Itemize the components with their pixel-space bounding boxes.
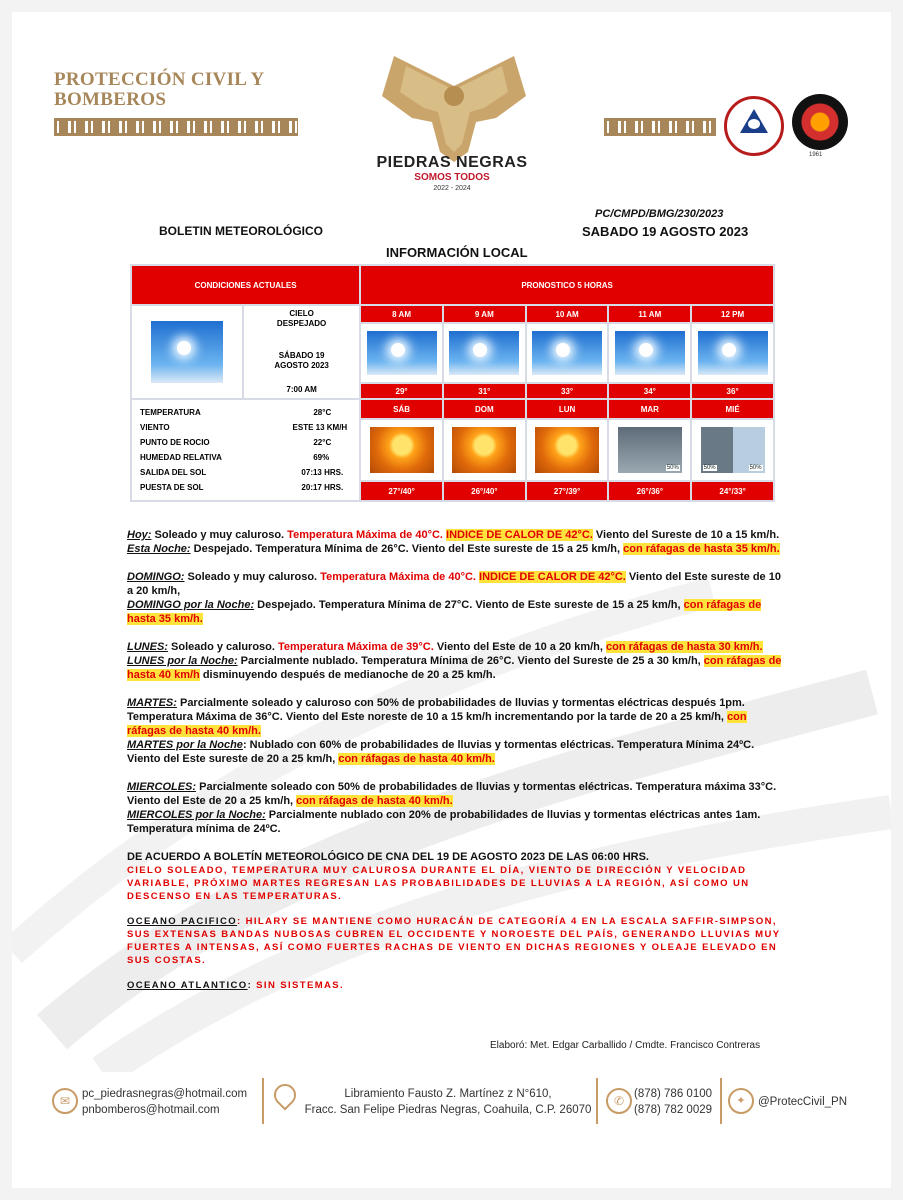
section-title: INFORMACIÓN LOCAL <box>386 245 528 260</box>
phone-icon: ✆ <box>606 1088 632 1114</box>
forecast-hour: 11 AM <box>608 305 691 323</box>
forecast-hour: 9 AM <box>443 305 526 323</box>
detail-value: ESTE 13 KM/H <box>292 423 348 432</box>
civil-protection-seal <box>724 96 784 156</box>
current-details <box>131 399 360 501</box>
forecast-range: 26°/36° <box>608 481 691 501</box>
phone-link[interactable]: (878) 786 0100 <box>634 1088 713 1100</box>
twitter-handle[interactable]: @ProtecCivil_PN <box>758 1096 848 1108</box>
forecast-header: PRONOSTICO 5 HORAS <box>360 265 774 305</box>
greek-border-right <box>604 118 716 136</box>
hot-sun-icon <box>535 427 599 473</box>
detail-value: 22°C <box>313 438 332 447</box>
hour-icon-cell <box>526 323 609 383</box>
storm-icon <box>618 427 682 473</box>
bulletin-date: SABADO 19 AGOSTO 2023 <box>582 224 749 239</box>
forecast-range: 27°/39° <box>526 481 609 501</box>
email-link[interactable]: pc_piedrasnegras@hotmail.com <box>82 1088 248 1100</box>
forecast-day: DOM <box>443 399 526 419</box>
forecast-day: MAR <box>608 399 691 419</box>
greek-border-left <box>54 118 298 136</box>
footer-divider <box>262 1078 264 1124</box>
day-icon-cell <box>526 419 609 481</box>
detail-label: PUESTA DE SOL <box>140 483 204 492</box>
detail-value: 07:13 HRS. <box>301 468 344 477</box>
forecast-hour: 12 PM <box>691 305 774 323</box>
current-conditions-header: CONDICIONES ACTUALES <box>131 265 360 305</box>
footer-emails <box>82 1086 247 1118</box>
forecast-paragraph: LUNES: Soleado y caluroso. Temperatura Máxima de 39°C. Viento del Este de 10 a 20 km/h, con ráfagas de hasta 30 km/h. LUNES por la Noche: Parcialmente nublado. Temperatura Mínima de 26°C. Viento del Sureste de 25 a 30 km/h, con ráfagas de hasta 40 km/h disminuyendo después de medianoche de 20 a 25 km/h. <box>127 641 782 681</box>
atlantic-summary: OCEANO ATLANTICO: SIN SISTEMAS. <box>127 980 345 991</box>
forecast-range: 24°/33° <box>691 481 774 501</box>
hour-icon-cell <box>443 323 526 383</box>
day-icon-cell <box>360 419 443 481</box>
detail-label: PUNTO DE ROCIO <box>140 438 210 447</box>
email-link[interactable]: pnbomberos@hotmail.com <box>82 1104 220 1116</box>
hour-icon-cell <box>608 323 691 383</box>
forecast-range: 26°/40° <box>443 481 526 501</box>
forecast-hour: 8 AM <box>360 305 443 323</box>
detail-value: 28°C <box>313 408 332 417</box>
forecast-day: LUN <box>526 399 609 419</box>
sunny-sky-icon <box>367 331 437 375</box>
city-name: PIEDRAS NEGRAS <box>376 154 528 171</box>
bulletin-code: PC/CMPD/BMG/230/2023 <box>595 208 724 220</box>
footer-address: Libramiento Fausto Z. Martínez z N°610, Fracc. San Felipe Piedras Negras, Coahuila, C.P. 26070 <box>304 1088 592 1116</box>
sky-condition: CIELO DESPEJADO <box>276 309 327 328</box>
forecast-paragraph: DOMINGO: Soleado y muy caluroso. Temperatura Máxima de 40°C. INDICE DE CALOR DE 42°C. Viento del Este sureste de 10 a 20 km/h, DOMINGO por la Noche: Despejado. Temperatura Mínima de 27°C. Viento de Este sureste de 15 a 25 km/h, con ráfagas de hasta 35 km/h. <box>127 571 781 625</box>
forecast-hour-temp: 36° <box>691 383 774 399</box>
current-sky-cell <box>131 305 243 399</box>
phone-link[interactable]: (878) 782 0029 <box>634 1104 713 1116</box>
twitter-icon: ✦ <box>728 1088 754 1114</box>
firefighters-seal <box>792 94 848 158</box>
sunny-sky-icon <box>615 331 685 375</box>
forecast-day: MIÉ <box>691 399 774 419</box>
forecast-paragraph: MIERCOLES: Parcialmente soleado con 50% de probabilidades de lluvias y tormentas eléctricas. Temperatura máxima 33°C. Viento del Este de 20 a 25 km/h, con ráfagas de hasta 40 km/h. MIERCOLES por la Noche: Parcialmente nublado con 20% de probabilidades de lluvias y tormentas eléctricas antes 1am. Temperatura mínima de 24ºC. <box>127 781 777 835</box>
brand-name: PROTECCIÓN CIVIL Y BOMBEROS <box>54 69 265 110</box>
bulletin-page <box>12 12 891 1188</box>
cna-text: CIELO SOLEADO, TEMPERATURA MUY CALUROSA DURANTE EL DÍA, VIENTO DE DIRECCIÓN Y VELOCIDAD VARIABLE, PRÓXIMO MARTES REGRESAN LAS PROBABILIDADES DE LLUVIAS A LA REGIÓN, ASÍ COMO UN DESCENSO EN LAS TEMPERATURAS. <box>127 865 750 902</box>
detail-value: 20:17 HRS. <box>301 483 344 492</box>
current-summary <box>243 305 360 399</box>
sunny-sky-icon <box>698 331 768 375</box>
hot-sun-icon <box>452 427 516 473</box>
city-slogan: SOMOS TODOS <box>414 172 490 183</box>
eagle-logo <box>374 56 534 164</box>
detail-value: 69% <box>313 453 330 462</box>
forecast-range: 27°/40° <box>360 481 443 501</box>
partly-cloudy-storm-icon <box>701 427 765 473</box>
detail-label: TEMPERATURA <box>140 408 201 417</box>
forecast-paragraph: MARTES: Parcialmente soleado y caluroso con 50% de probabilidades de lluvias y tormentas eléctricas después 1pm. Temperatura Máxima de 36°C. Viento del Este noreste de 10 a 15 km/h incrementando por la tarde de 20 a 25 km/h, con ráfagas de hasta 40 km/h. MARTES por la Noche: Nublado con 60% de probabilidades de lluvias y tormentas eléctricas. Temperatura Mínima 24ºC. Viento del Este sureste de 20 a 25 km/h, con ráfagas de hasta 40 km/h. <box>127 697 755 765</box>
day-icon-cell <box>691 419 774 481</box>
rain-probability: 50% <box>703 465 716 471</box>
forecast-paragraph: Hoy: Soleado y muy caluroso. Temperatura Máxima de 40°C. INDICE DE CALOR DE 42°C. Viento del Sureste de 10 a 15 km/h. Esta Noche: Despejado. Temperatura Mínima de 26°C. Viento del Este sureste de 15 a 25 km/h, con ráfagas de hasta 35 km/h. <box>127 529 780 555</box>
email-icon: ✉ <box>52 1088 78 1114</box>
footer-phones <box>634 1086 712 1118</box>
forecast-hour: 10 AM <box>526 305 609 323</box>
rain-probability: 50% <box>666 465 679 471</box>
current-details-table <box>140 405 351 495</box>
forecast-hour-temp: 33° <box>526 383 609 399</box>
day-icon-cell <box>443 419 526 481</box>
signature: Elaboró: Met. Edgar Carballido / Cmdte. Francisco Contreras <box>490 1040 761 1051</box>
weather-table <box>130 264 775 502</box>
bulletin-title: BOLETIN METEOROLÓGICO <box>159 224 323 238</box>
admin-period: 2022 - 2024 <box>433 185 471 192</box>
detail-label: SALIDA DEL SOL <box>140 468 207 477</box>
cna-title: DE ACUERDO A BOLETÍN METEOROLÓGICO DE CNA DEL 19 DE AGOSTO 2023 DE LAS 06:00 HRS. <box>127 851 649 863</box>
hour-icon-cell <box>691 323 774 383</box>
rain-probability: 50% <box>749 465 762 471</box>
sunny-sky-icon <box>449 331 519 375</box>
current-time: 7:00 AM <box>286 385 317 394</box>
hot-sun-icon <box>370 427 434 473</box>
firefighters-seal-year: 1961 <box>809 152 823 158</box>
detail-label: VIENTO <box>140 423 170 432</box>
sunny-sky-icon <box>532 331 602 375</box>
sunny-sky-icon <box>151 321 223 383</box>
footer-divider <box>720 1078 722 1124</box>
forecast-hour-temp: 31° <box>443 383 526 399</box>
current-date: SÁBADO 19 AGOSTO 2023 <box>274 351 329 370</box>
location-pin-icon <box>269 1079 300 1110</box>
narrative <box>127 528 782 992</box>
forecast-day: SÁB <box>360 399 443 419</box>
day-icon-cell <box>608 419 691 481</box>
detail-label: HUMEDAD RELATIVA <box>140 453 222 462</box>
forecast-hour-temp: 34° <box>608 383 691 399</box>
forecast-hour-temp: 29° <box>360 383 443 399</box>
pacific-summary: OCEANO PACIFICO: HILARY SE MANTIENE COMO HURACÁN DE CATEGORÍA 4 EN LA ESCALA SAFFIR-SIMPSON, SUS EXTENSAS BANDAS NUBOSAS CUBREN EL OCCIDENTE Y NOROESTE DEL PAÍS, GENERANDO LLUVIAS MUY FUERTES A INTENSAS, ASÍ COMO FUERTES RACHAS DE VIENTO EN DICHAS REGIONES Y OLEAJE ELEVADO EN SUS COSTAS. <box>127 916 781 966</box>
hour-icon-cell <box>360 323 443 383</box>
footer-divider <box>596 1078 598 1124</box>
